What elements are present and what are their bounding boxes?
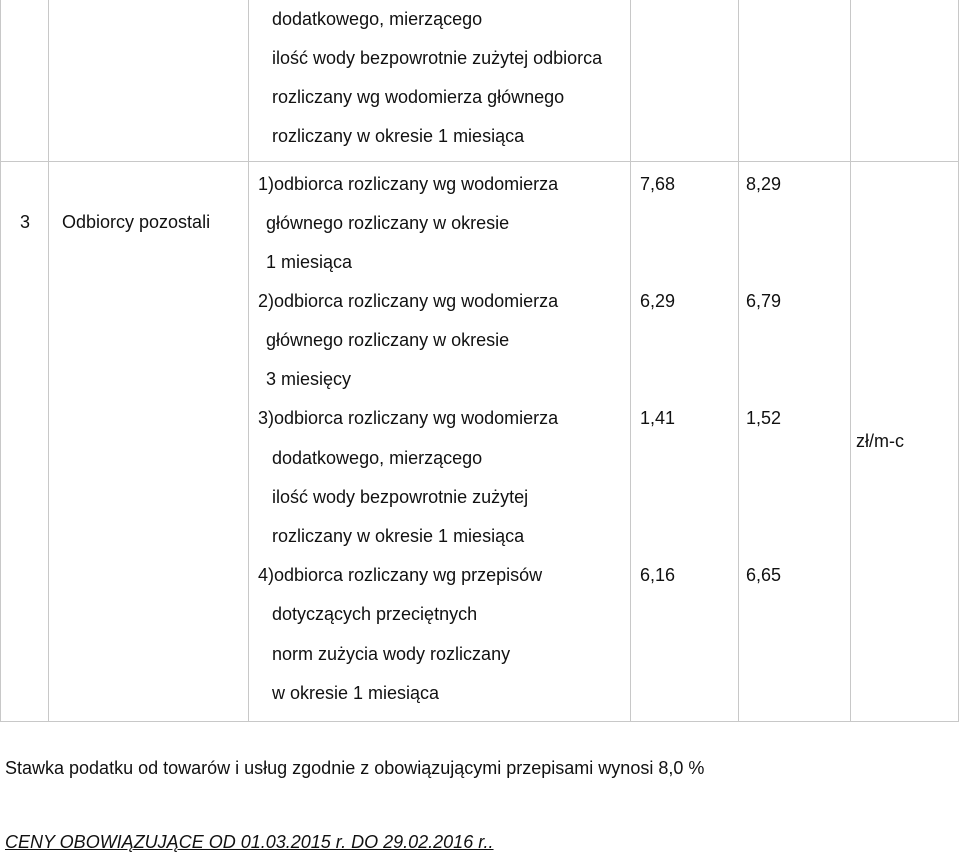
item-1-line-3: 1 miesiąca [266, 252, 353, 272]
continuation-line-1: dodatkowego, mierzącego [272, 9, 483, 29]
item-4-line-3: norm zużycia wody rozliczany [272, 644, 511, 664]
item-4-gross-price: 6,65 [746, 565, 782, 585]
item-2-line-1: 2)odbiorca rozliczany wg wodomierza [258, 291, 559, 311]
item-3-line-3: ilość wody bezpowrotnie zużytej [272, 487, 529, 507]
item-2-line-3: 3 miesięcy [266, 369, 352, 389]
continuation-line-4: rozliczany w okresie 1 miesiąca [272, 126, 525, 146]
item-1-net-price: 7,68 [640, 174, 676, 194]
unit-label: zł/m-c [856, 431, 904, 451]
prices-valid-period: CENY OBOWIĄZUJĄCE OD 01.03.2015 r. DO 29.02.2016 r.. [5, 832, 494, 852]
row-number: 3 [20, 212, 31, 232]
item-3-net-price: 1,41 [640, 408, 676, 428]
item-4-net-price: 6,16 [640, 565, 676, 585]
item-3-gross-price: 1,52 [746, 408, 782, 428]
item-3-line-4: rozliczany w okresie 1 miesiąca [272, 526, 525, 546]
tax-note: Stawka podatku od towarów i usług zgodnie z obowiązującymi przepisami wynosi 8,0 % [5, 758, 705, 778]
item-3-line-2: dodatkowego, mierzącego [272, 448, 483, 468]
table-border-left [0, 0, 1, 722]
item-2-line-2: głównego rozliczany w okresie [266, 330, 510, 350]
item-2-net-price: 6,29 [640, 291, 676, 311]
column-divider-2 [248, 0, 249, 722]
item-4-line-4: w okresie 1 miesiąca [272, 683, 440, 703]
continuation-line-2: ilość wody bezpowrotnie zużytej odbiorca [272, 48, 603, 68]
column-divider-4 [738, 0, 739, 722]
table-border-right [958, 0, 959, 722]
item-2-gross-price: 6,79 [746, 291, 782, 311]
continuation-line-3: rozliczany wg wodomierza głównego [272, 87, 565, 107]
column-divider-1 [48, 0, 49, 722]
item-3-line-1: 3)odbiorca rozliczany wg wodomierza [258, 408, 559, 428]
row-divider [0, 161, 959, 162]
column-divider-3 [630, 0, 631, 722]
item-1-line-2: głównego rozliczany w okresie [266, 213, 510, 233]
item-4-line-1: 4)odbiorca rozliczany wg przepisów [258, 565, 543, 585]
item-1-gross-price: 8,29 [746, 174, 782, 194]
column-divider-5 [850, 0, 851, 722]
item-4-line-2: dotyczących przeciętnych [272, 604, 478, 624]
row-name: Odbiorcy pozostali [62, 212, 211, 232]
table-border-bottom [0, 721, 959, 722]
item-1-line-1: 1)odbiorca rozliczany wg wodomierza [258, 174, 559, 194]
